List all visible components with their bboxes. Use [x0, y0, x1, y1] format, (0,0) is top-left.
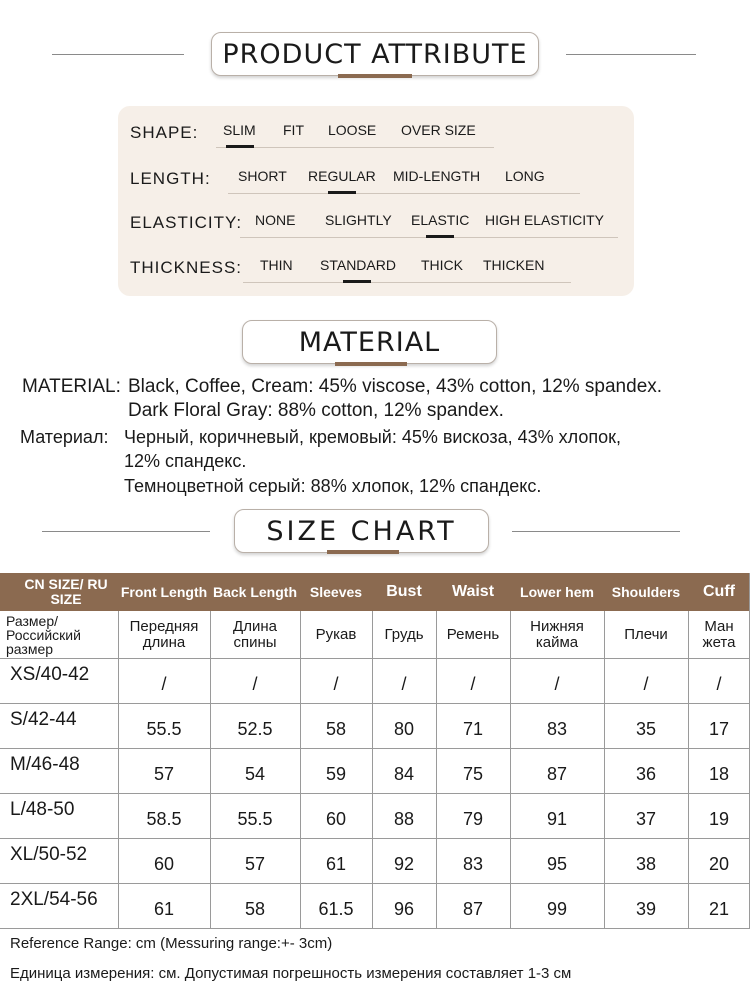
attribute-option: ELASTIC	[411, 212, 470, 228]
table-cell: /	[716, 674, 722, 694]
header-divider-right	[566, 54, 696, 55]
header-cell-ru: Размер/ Российский размер	[6, 612, 81, 657]
table-cell: 35	[635, 719, 657, 739]
reference-note-ru: Единица измерения: см. Допустимая погрешность измерения составляет 1-3 см	[10, 965, 572, 982]
header-cell-en: Waist	[451, 583, 495, 600]
size-chart-header	[0, 507, 750, 557]
section-title: PRODUCT ATTRIBUTE	[211, 32, 539, 76]
header-cell-ru: Ремень	[446, 625, 500, 643]
table-cell: 91	[546, 809, 568, 829]
table-cell: 18	[708, 764, 730, 784]
table-cell: 19	[708, 809, 730, 829]
table-cell: 83	[462, 854, 484, 874]
table-cell: /	[643, 674, 649, 694]
attribute-option: NONE	[255, 212, 296, 228]
attribute-row-length	[118, 166, 634, 206]
table-cell: 61	[153, 899, 175, 919]
attribute-option: HIGH ELASTICITY	[485, 212, 605, 228]
table-cell: 57	[153, 764, 175, 784]
material-label-ru: Материал:	[20, 427, 109, 447]
attribute-label: ELASTICITY:	[130, 213, 243, 232]
table-cell: 96	[393, 899, 415, 919]
attribute-option: STANDARD	[320, 257, 396, 273]
table-cell: 92	[393, 854, 415, 874]
table-cell: 39	[635, 899, 657, 919]
attribute-option: THICKEN	[483, 257, 545, 273]
table-cell: 60	[153, 854, 175, 874]
table-cell: 17	[708, 719, 730, 739]
attribute-option: LOOSE	[328, 122, 377, 138]
table-cell: /	[333, 674, 339, 694]
attribute-option: SHORT	[238, 168, 287, 184]
row-divider	[0, 748, 750, 749]
header-divider-left	[52, 54, 184, 55]
header-cell-ru: Грудь	[384, 625, 424, 643]
row-divider	[0, 793, 750, 794]
table-cell: 59	[325, 764, 347, 784]
material-text-en-2: Dark Floral Gray: 88% cotton, 12% spandex.	[128, 400, 504, 421]
material-text-ru-2: 12% спандекс.	[124, 451, 247, 471]
attribute-option: SLIGHTLY	[325, 212, 392, 228]
header-cell-en: Lower hem	[520, 584, 594, 600]
table-cell: /	[470, 674, 476, 694]
size-label-cell: L/48-50	[10, 798, 75, 820]
title-underline	[327, 550, 399, 554]
table-border-bottom	[0, 928, 750, 929]
attribute-panel	[118, 106, 634, 296]
title-underline	[335, 362, 407, 366]
attribute-label: SHAPE:	[130, 123, 199, 142]
header-cell-en: Cuff	[703, 583, 735, 600]
header-cell-ru: Нижняя кайма	[530, 617, 584, 651]
attribute-option: REGULAR	[308, 168, 376, 184]
attribute-option: FIT	[283, 122, 304, 138]
title-underline	[338, 74, 412, 78]
material-text-ru-3: Темноцветной серый: 88% хлопок, 12% спандекс.	[124, 476, 542, 496]
section-title: SIZE CHART	[234, 509, 489, 553]
selected-marker	[328, 191, 356, 194]
size-label-cell: M/46-48	[10, 753, 80, 775]
selected-marker	[343, 280, 371, 283]
row-divider	[0, 838, 750, 839]
table-cell: 88	[393, 809, 415, 829]
header-cell-ru: Длина спины	[233, 617, 277, 651]
table-cell: 58.5	[146, 809, 182, 829]
table-cell: 37	[635, 809, 657, 829]
table-cell: 20	[708, 854, 730, 874]
table-cell: 55.5	[237, 809, 273, 829]
table-cell: 87	[546, 764, 568, 784]
attribute-row-elasticity	[118, 210, 634, 250]
material-text-en-1: Black, Coffee, Cream: 45% viscose, 43% cotton, 12% spandex.	[128, 376, 663, 397]
table-cell: /	[252, 674, 258, 694]
header-cell-ru: Ман жета	[702, 617, 736, 651]
table-cell: 54	[244, 764, 266, 784]
attribute-option: MID-LENGTH	[393, 168, 481, 184]
option-baseline	[228, 193, 580, 194]
header-cell-en: CN SIZE/ RU SIZE	[24, 576, 108, 607]
option-baseline	[216, 147, 494, 148]
size-label-cell: XS/40-42	[10, 663, 90, 685]
table-cell: 55.5	[146, 719, 182, 739]
table-cell: /	[401, 674, 407, 694]
attribute-row-thickness	[118, 255, 634, 295]
table-cell: 38	[635, 854, 657, 874]
table-cell: 95	[546, 854, 568, 874]
size-label-cell: S/42-44	[10, 708, 77, 730]
header-divider-right	[512, 531, 680, 532]
size-label-cell: 2XL/54-56	[10, 888, 98, 910]
attribute-option: OVER SIZE	[401, 122, 476, 138]
header-cell-ru: Плечи	[624, 625, 668, 643]
attribute-option: THIN	[260, 257, 293, 273]
table-cell: 58	[325, 719, 347, 739]
table-cell: 61	[325, 854, 347, 874]
header-cell-en: Back Length	[212, 584, 297, 600]
attribute-option: THICK	[421, 257, 463, 273]
attribute-option: SLIM	[223, 122, 256, 138]
table-cell: 79	[462, 809, 484, 829]
table-cell: 58	[244, 899, 266, 919]
table-cell: 87	[462, 899, 484, 919]
reference-note-en: Reference Range: cm (Messuring range:+- 3cm)	[10, 935, 333, 952]
header-cell-en: Shoulders	[611, 584, 681, 600]
attribute-option: LONG	[505, 168, 545, 184]
table-cell: 83	[546, 719, 568, 739]
selected-marker	[226, 145, 254, 148]
table-cell: 75	[462, 764, 484, 784]
header-cell-ru: Рукав	[315, 625, 357, 643]
material-header	[0, 318, 750, 368]
product-attribute-header	[0, 30, 750, 80]
table-cell: 60	[325, 809, 347, 829]
section-title: MATERIAL	[242, 320, 497, 364]
header-cell-en: Sleeves	[309, 584, 363, 600]
header-cell-en: Bust	[386, 583, 422, 600]
table-cell: 21	[708, 899, 730, 919]
selected-marker	[426, 235, 454, 238]
table-cell: 61.5	[318, 899, 354, 919]
attribute-label: LENGTH:	[130, 169, 211, 188]
table-cell: 71	[462, 719, 484, 739]
material-label-en: MATERIAL:	[22, 376, 121, 397]
material-text-ru-1: Черный, коричневый, кремовый: 45% вискоза, 43% хлопок,	[124, 427, 622, 447]
row-divider	[0, 658, 750, 659]
header-divider-left	[42, 531, 210, 532]
header-cell-ru: Передняя длина	[129, 617, 199, 651]
table-cell: 36	[635, 764, 657, 784]
table-cell: 57	[244, 854, 266, 874]
row-divider	[0, 703, 750, 704]
size-label-cell: XL/50-52	[10, 843, 88, 865]
table-cell: 52.5	[237, 719, 273, 739]
table-cell: /	[554, 674, 560, 694]
row-divider	[0, 883, 750, 884]
attribute-row-shape	[118, 120, 634, 160]
header-cell-en: Front Length	[120, 584, 208, 600]
table-cell: /	[161, 674, 167, 694]
attribute-label: THICKNESS:	[130, 258, 243, 277]
table-cell: 99	[546, 899, 568, 919]
table-cell: 80	[393, 719, 415, 739]
table-cell: 84	[393, 764, 415, 784]
option-baseline	[243, 282, 571, 283]
